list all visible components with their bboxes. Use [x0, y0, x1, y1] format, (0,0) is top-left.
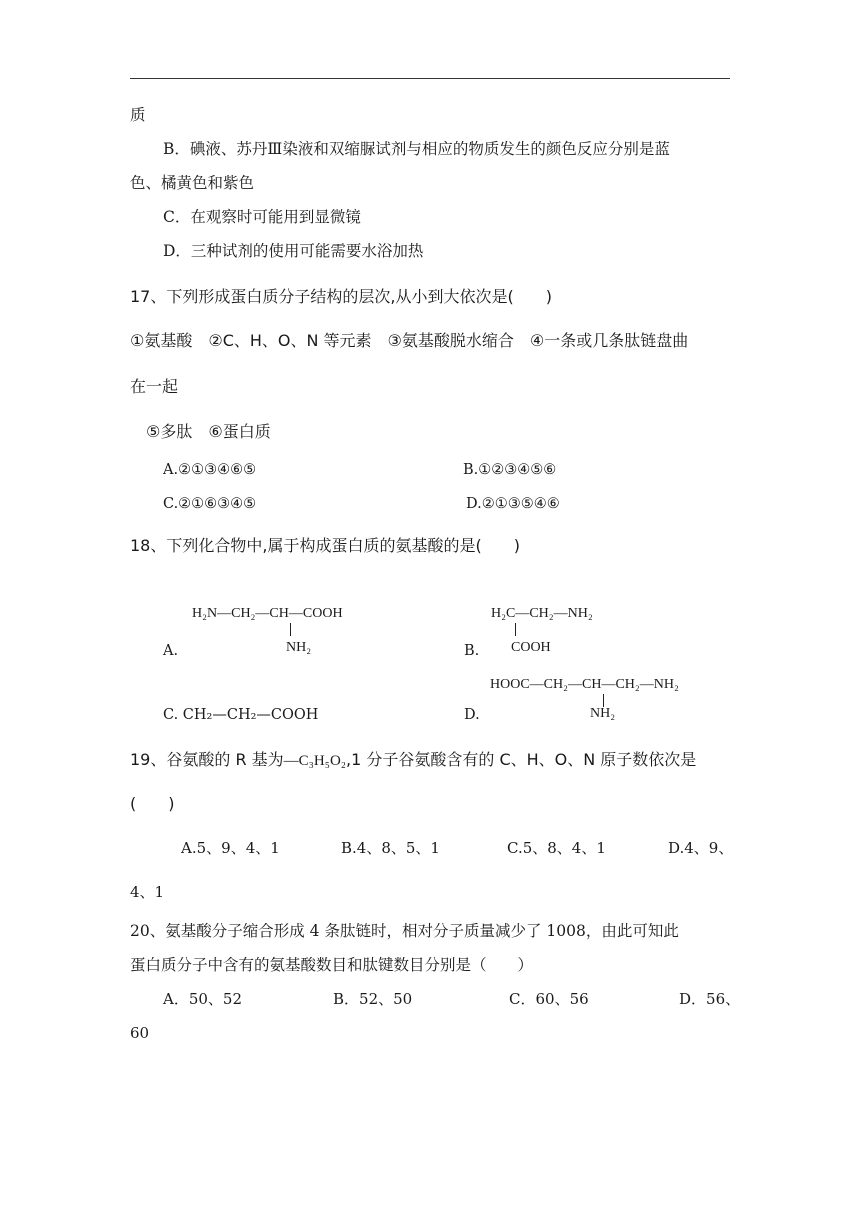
q17-option-c: C.②①⑥③④⑤ — [163, 496, 257, 512]
q18-option-b-label: B. — [464, 643, 480, 659]
q19-option-c: C.5、8、4、1 — [507, 839, 606, 857]
q20-option-a: A．50、52 — [163, 990, 243, 1008]
q17-option-b: B.①②③④⑤⑥ — [463, 462, 557, 478]
q19-r-group: —C₃H₅O₂ — [283, 753, 347, 769]
q19-option-b: B.4、8、5、1 — [341, 839, 440, 857]
q18-formula-a-bond — [290, 623, 291, 636]
q20-option-c: C．60、56 — [509, 990, 589, 1008]
q18-formula-a-main: H₂N—CH₂—CH—COOH — [192, 606, 343, 621]
q19-option-d: D.4、9、 — [668, 839, 734, 857]
q16-option-b-line2: 色、橘黄色和紫色 — [130, 174, 255, 192]
q18-option-d-label: D. — [464, 707, 480, 723]
q17-option-a: A.②①③④⑥⑤ — [163, 462, 257, 478]
q17-items-line2: 在一起 — [130, 377, 179, 396]
q20-option-b: B．52、50 — [333, 990, 413, 1008]
q18-formula-b-main: H₂C—CH₂—NH₂ — [491, 606, 593, 621]
q18-option-c: C. CH₂—CH₂—COOH — [163, 707, 319, 723]
q19-stem — [130, 749, 696, 772]
q17-stem: 17、下列形成蛋白质分子结构的层次,从小到大依次是( ) — [130, 287, 552, 306]
q18-formula-b-bond — [515, 623, 516, 636]
q17-option-d: D.②①③⑤④⑥ — [466, 496, 560, 512]
q18-formula-b-branch: COOH — [511, 640, 551, 655]
q20-option-d-continuation: 60 — [130, 1024, 150, 1042]
q18-formula-d-branch: NH₂ — [590, 706, 616, 721]
q19-stem-pre: 19、谷氨酸的 R 基为 — [130, 750, 284, 769]
q16-option-d: D．三种试剂的使用可能需要水浴加热 — [163, 242, 424, 260]
header-rule — [130, 78, 730, 79]
q16-option-c: C．在观察时可能用到显微镜 — [163, 208, 361, 226]
q17-items-line3: ⑤多肽 ⑥蛋白质 — [146, 422, 271, 441]
q20-option-d: D．56、 — [679, 990, 741, 1008]
q18-formula-a-branch: NH₂ — [286, 640, 312, 655]
q18-formula-d-main: HOOC—CH₂—CH—CH₂—NH₂ — [490, 677, 679, 692]
q18-option-a-label: A. — [163, 643, 179, 659]
q19-option-d-continuation: 4、1 — [130, 883, 165, 901]
q17-items-line1: ①氨基酸 ②C、H、O、N 等元素 ③氨基酸脱水缩合 ④一条或几条肽链盘曲 — [130, 331, 689, 350]
q19-option-a: A.5、9、4、1 — [181, 839, 280, 857]
q20-stem-line1: 20、氨基酸分子缩合形成 4 条肽链时，相对分子质量减少了 1008，由此可知此 — [130, 922, 679, 940]
q16-stem-continuation: 质 — [130, 106, 146, 124]
q19-paren: ( ) — [130, 794, 175, 813]
q16-option-b-line1: B．碘液、苏丹Ⅲ染液和双缩脲试剂与相应的物质发生的颜色反应分别是蓝 — [163, 140, 670, 158]
q19-stem-post: ,1 分子谷氨酸含有的 C、H、O、N 原子数依次是 — [346, 750, 697, 769]
q20-stem-line2: 蛋白质分子中含有的氨基酸数目和肽键数目分别是（ ） — [130, 956, 534, 974]
q18-stem: 18、下列化合物中,属于构成蛋白质的氨基酸的是( ) — [130, 536, 520, 555]
